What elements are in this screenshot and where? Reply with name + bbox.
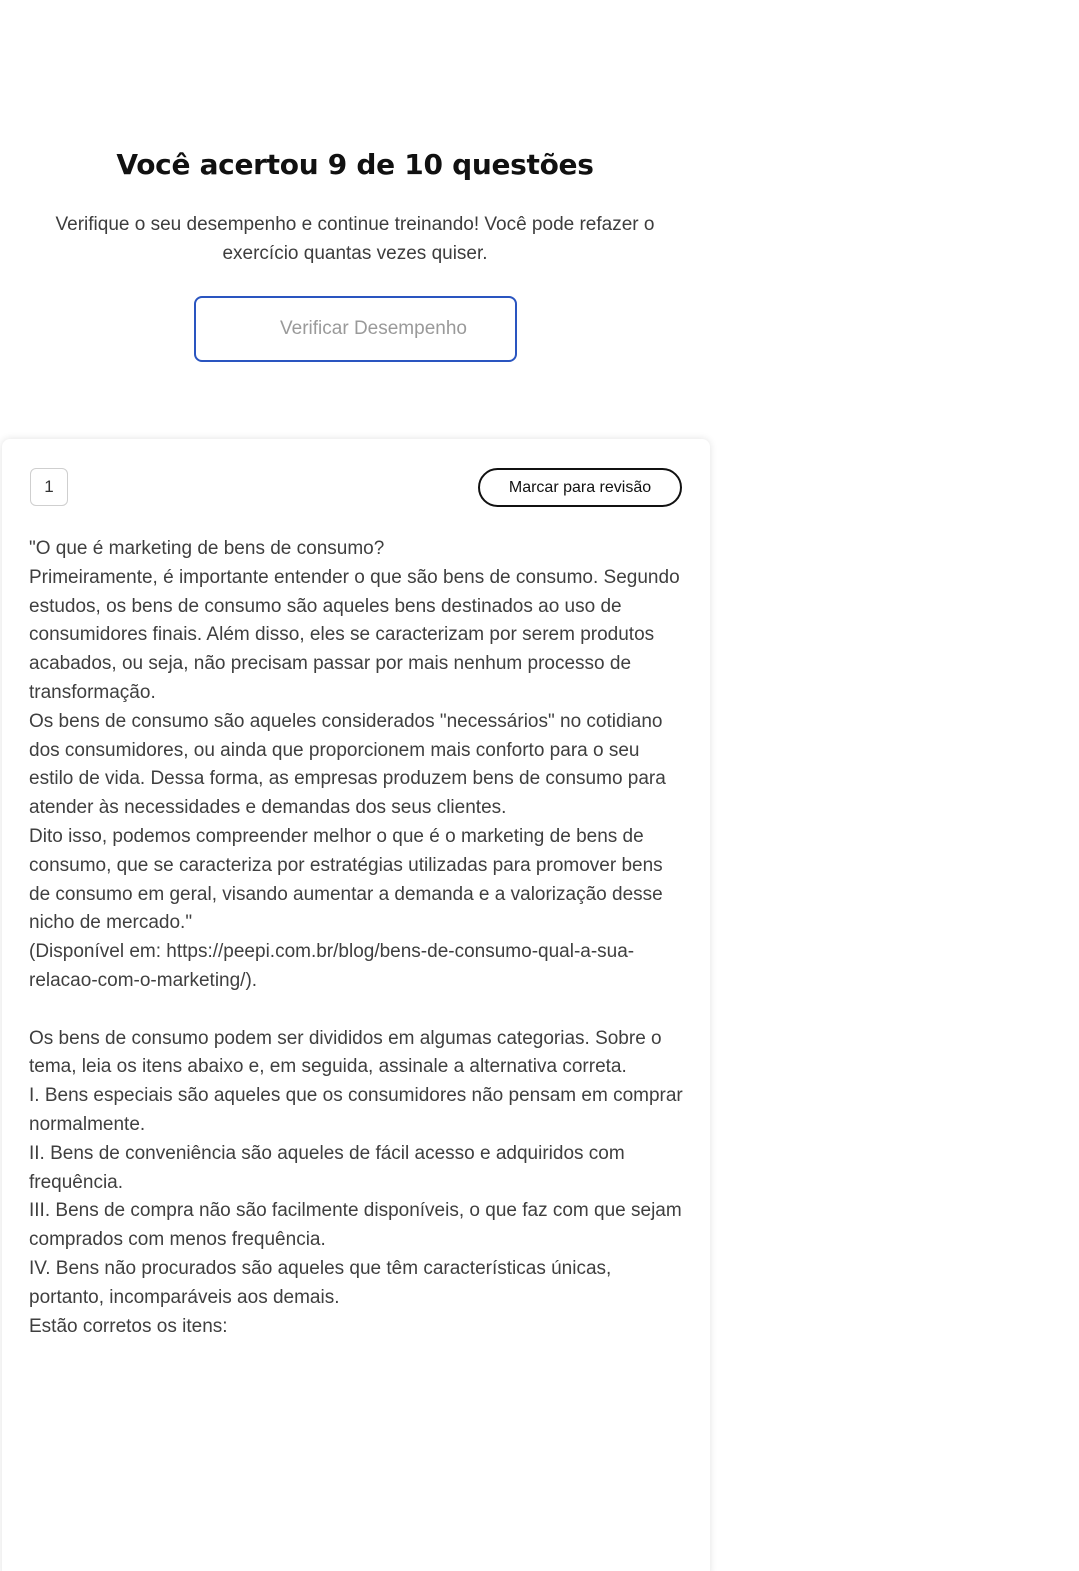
statement-item: III. Bens de compra não são facilmente disponíveis, o que faz com que sejam comprados com menos frequência. — [29, 1200, 682, 1251]
result-title: Você acertou 9 de 10 questões — [116, 148, 594, 181]
mark-for-review-button[interactable]: Marcar para revisão — [478, 468, 682, 507]
statement-paragraph: Os bens de consumo podem ser divididos em algumas categorias. Sobre o tema, leia os itens abaixo e, em seguida, assinale a alternativa correta. — [29, 1027, 662, 1078]
statement-item: II. Bens de conveniência são aqueles de fácil acesso e adquiridos com frequência. — [29, 1142, 625, 1193]
question-number-badge: 1 — [30, 468, 68, 506]
statement-item: I. Bens especiais são aqueles que os consumidores não pensam em comprar normalmente. — [29, 1085, 683, 1135]
statement-paragraph: Primeiramente, é importante entender o que são bens de consumo. Segundo estudos, os bens de consumo são aqueles bens destinados ao uso de consumidores finais. Além disso, eles se caracterizam por serem produtos acabados, ou seja, não precisam passar por mais nenhum processo de transformação. — [29, 566, 680, 703]
statement-source: (Disponível em: https://peepi.com.br/blog/bens-de-consumo-qual-a-sua-relacao-com-o-marketing/). — [29, 941, 635, 991]
statement-paragraph: Dito isso, podemos compreender melhor o que é o marketing de bens de consumo, que se caracteriza por estratégias utilizadas para promover bens de consumo em geral, visando aumentar a demanda e a valorização desse nicho de mercado." — [29, 825, 663, 934]
verify-performance-button[interactable]: Verificar Desempenho — [194, 296, 517, 362]
statement-paragraph: "O que é marketing de bens de consumo? — [29, 538, 385, 559]
paragraph-spacer — [29, 996, 689, 1025]
result-subtitle: Verifique o seu desempenho e continue treinando! Você pode refazer o exercício quantas vezes quiser. — [55, 214, 655, 264]
statement-prompt: Estão corretos os itens: — [29, 1315, 228, 1337]
question-card — [2, 439, 710, 1571]
question-statement — [29, 535, 689, 1341]
statement-item: IV. Bens não procurados são aqueles que têm características únicas, portanto, incomparáveis aos demais. — [29, 1257, 612, 1308]
statement-paragraph: Os bens de consumo são aqueles considerados "necessários" no cotidiano dos consumidores, ou ainda que proporcionem mais conforto para o seu estilo de vida. Dessa forma, as empresas produzem bens de consumo para atender às necessidades e demandas dos seus clientes. — [29, 710, 666, 819]
